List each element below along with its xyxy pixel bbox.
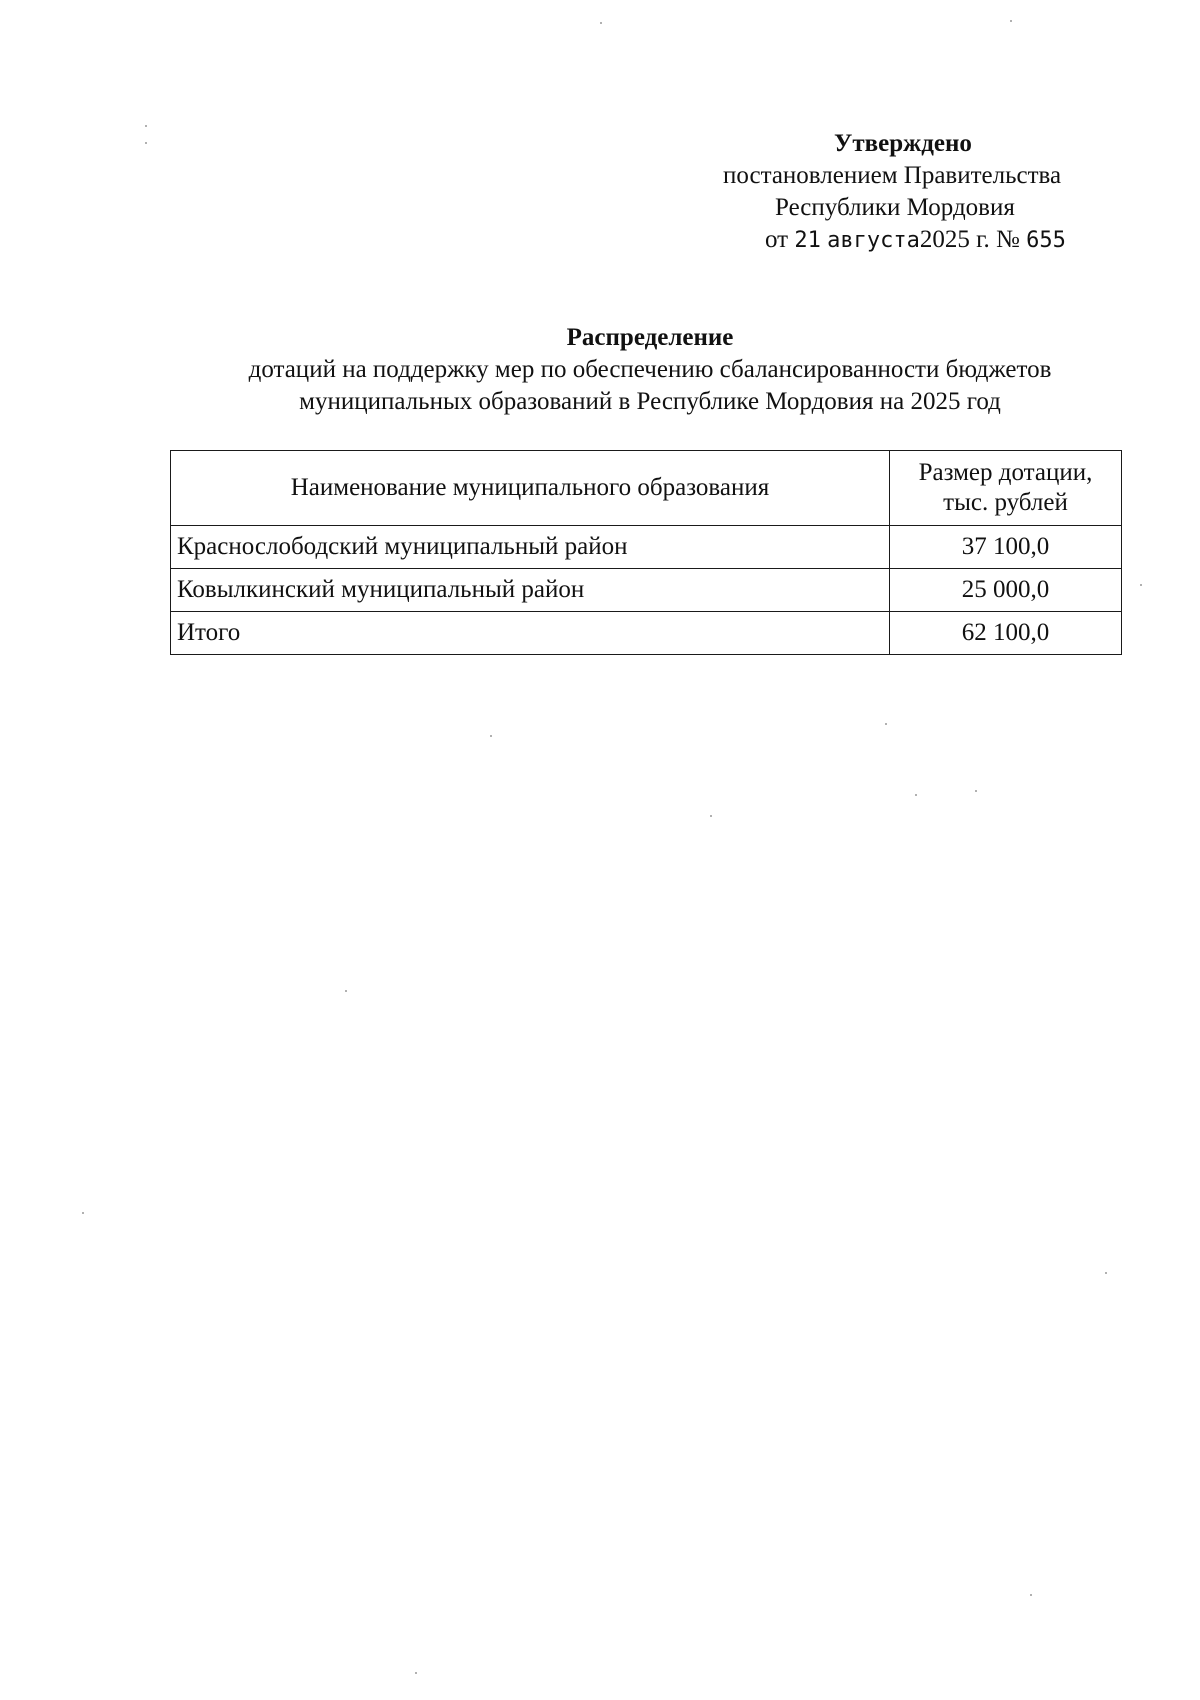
scan-speck	[145, 142, 147, 144]
distribution-table	[170, 450, 1122, 655]
approval-day: 21	[794, 228, 821, 253]
scan-speck	[415, 1672, 417, 1674]
scan-speck	[345, 990, 347, 992]
row-municipality-name: Ковылкинский муниципальный район	[171, 569, 890, 612]
total-label: Итого	[171, 612, 890, 655]
approval-issuer-line: постановлением Правительства	[723, 162, 1062, 189]
document-subtitle-line-2: муниципальных образований в Республике Мордовия на 2025 год	[299, 388, 1001, 415]
approval-year: 2025 г. №	[919, 226, 1020, 253]
table-header-row	[171, 451, 1122, 526]
header-municipality-name: Наименование муниципального образования	[171, 451, 890, 526]
scan-speck	[1030, 1594, 1032, 1596]
row-subsidy-amount: 25 000,0	[890, 569, 1122, 612]
approval-title: Утверждено	[834, 130, 972, 157]
scan-speck	[710, 815, 712, 817]
approval-number: 655	[1026, 228, 1066, 253]
scan-speck	[885, 723, 887, 725]
approval-month: августа	[827, 228, 920, 253]
table-total-row	[171, 612, 1122, 655]
scan-speck	[1010, 20, 1012, 22]
header-amount-line-2: тыс. рублей	[943, 489, 1068, 516]
header-subsidy-amount	[890, 451, 1122, 526]
scan-speck	[975, 790, 977, 792]
document-heading	[150, 322, 1150, 418]
document-title: Распределение	[566, 324, 734, 351]
header-amount-line-1: Размер дотации,	[918, 459, 1093, 486]
document-subtitle-line-1: дотаций на поддержку мер по обеспечению сбалансированности бюджетов	[248, 356, 1052, 383]
scan-speck	[1140, 584, 1142, 586]
approval-date-prefix: от	[765, 226, 789, 253]
scan-speck	[1105, 1272, 1107, 1274]
approval-region-line: Республики Мордовия	[775, 194, 1015, 221]
total-amount: 62 100,0	[890, 612, 1122, 655]
table-row	[171, 526, 1122, 569]
scan-speck	[82, 1212, 84, 1214]
scan-speck	[145, 125, 147, 127]
approval-date-line	[765, 224, 1066, 257]
row-subsidy-amount: 37 100,0	[890, 526, 1122, 569]
table-row	[171, 569, 1122, 612]
scan-speck	[600, 22, 602, 24]
scan-speck	[490, 735, 492, 737]
row-municipality-name: Краснослободский муниципальный район	[171, 526, 890, 569]
scan-speck	[915, 794, 917, 796]
